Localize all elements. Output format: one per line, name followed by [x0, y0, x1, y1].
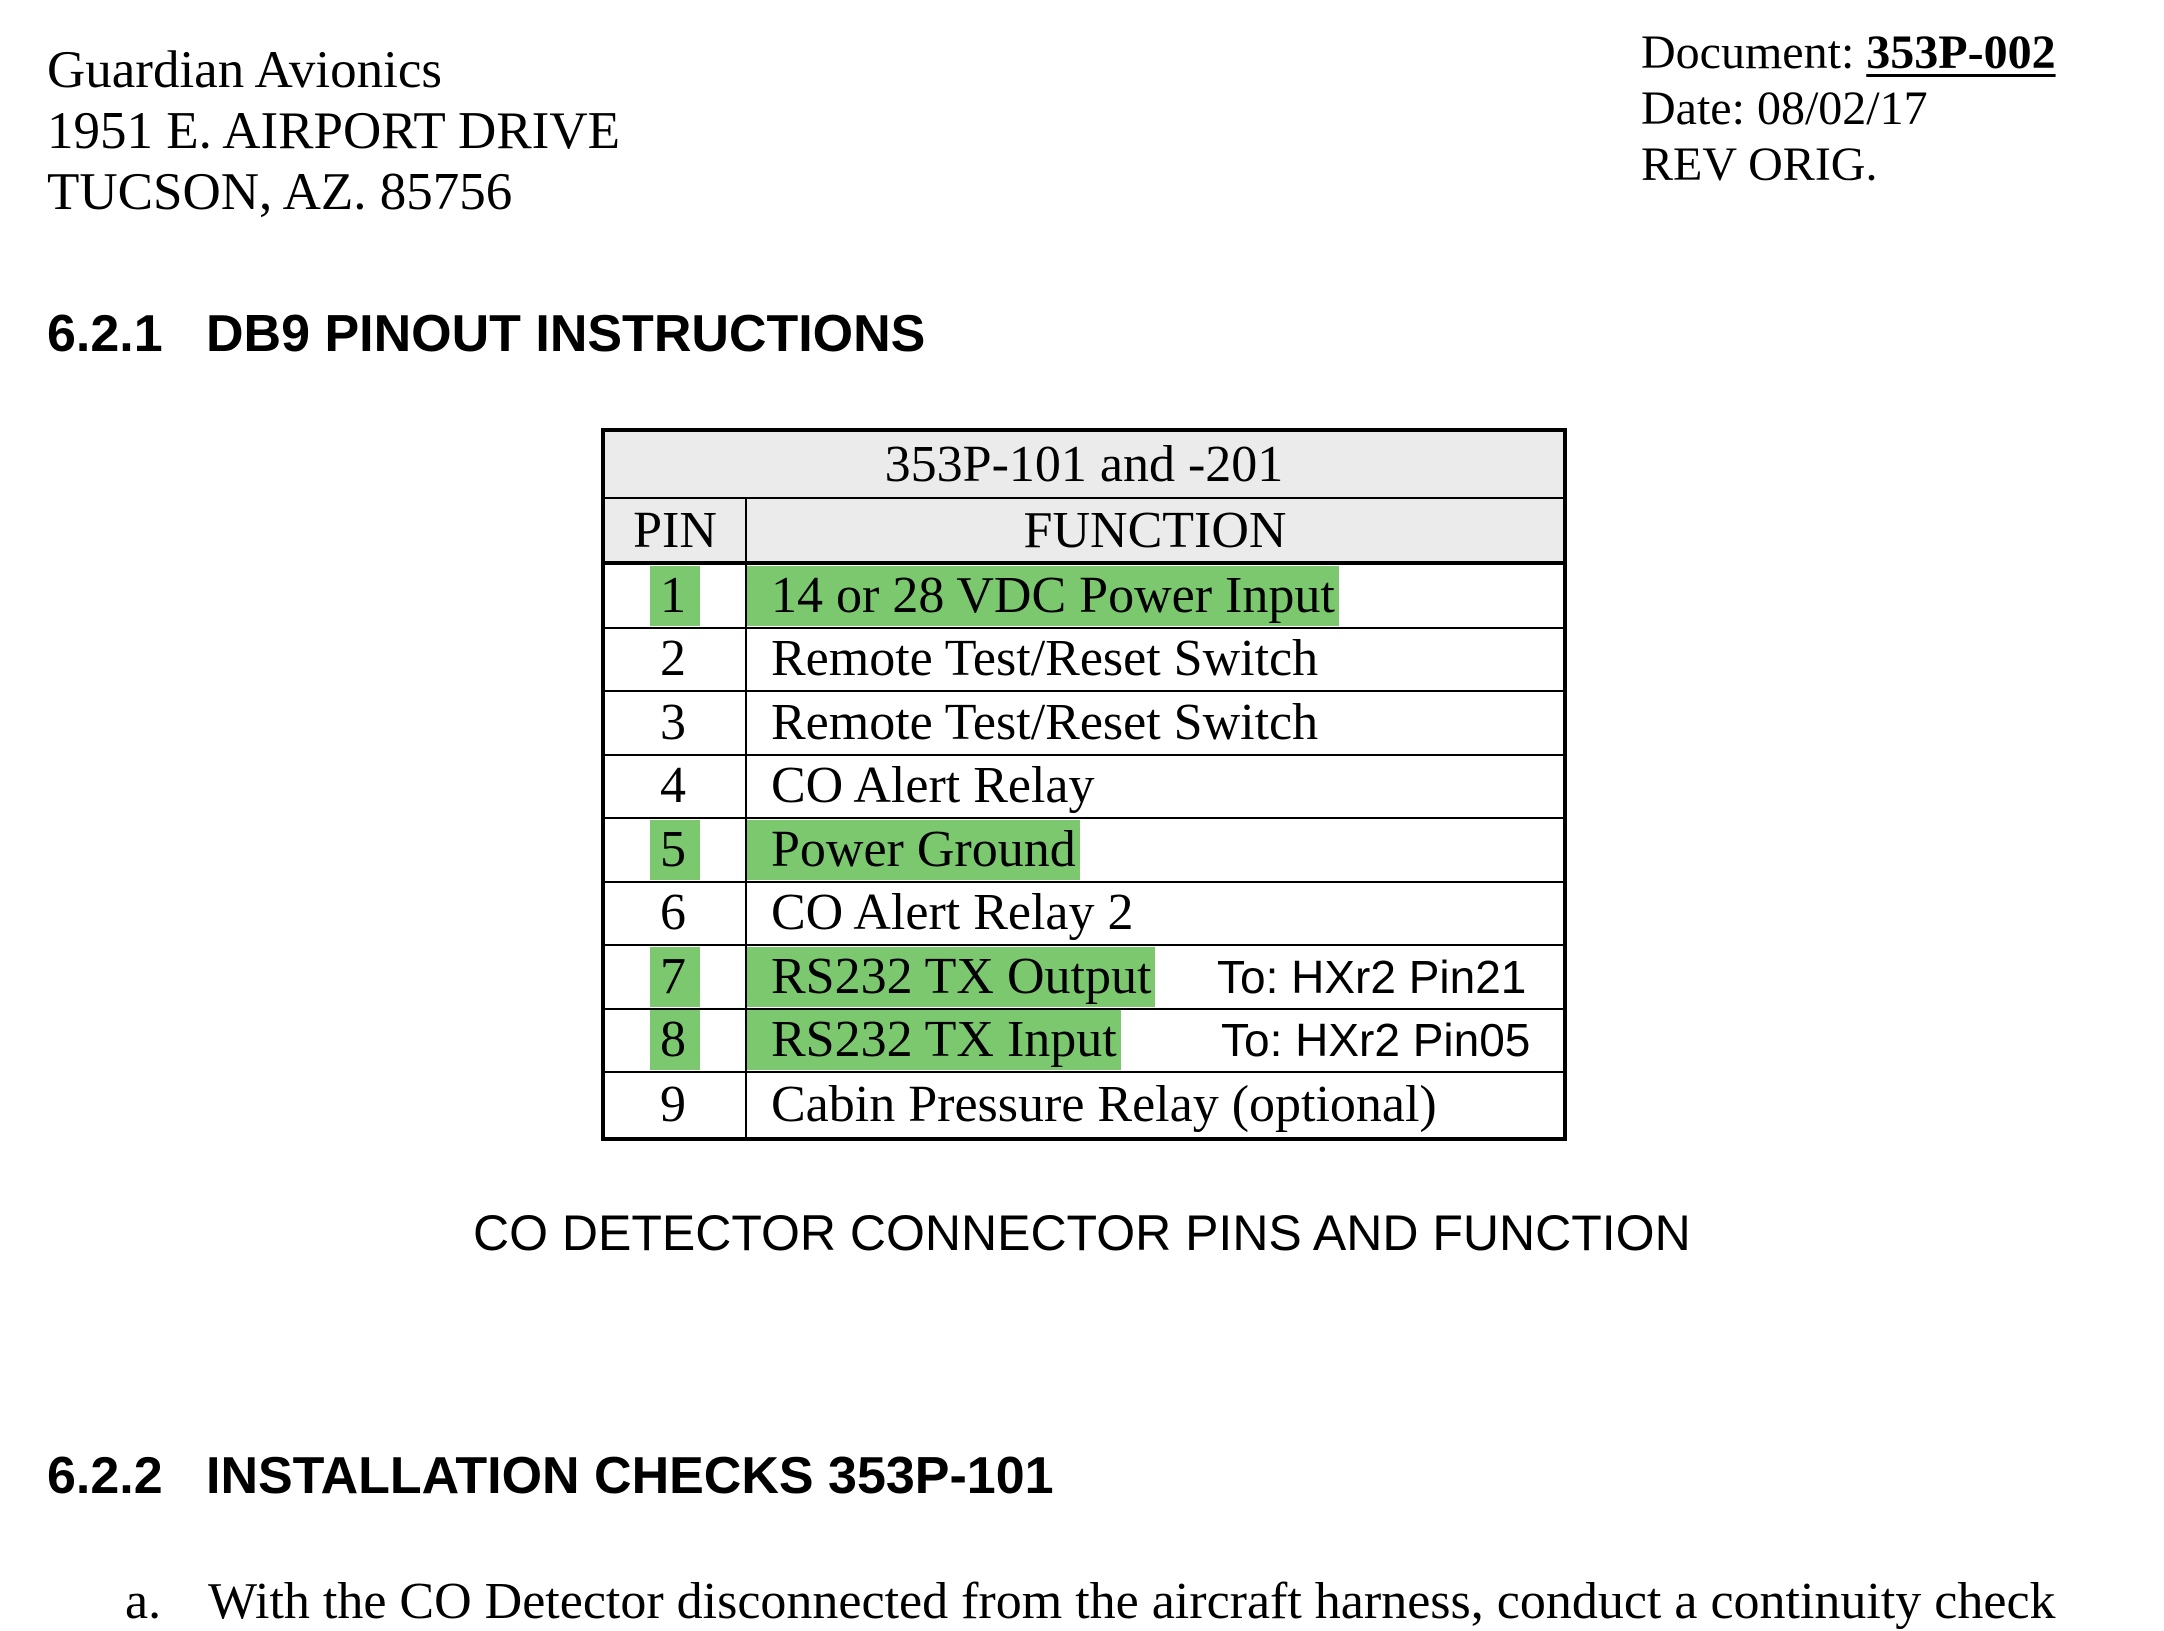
pin-number: 3: [660, 693, 686, 751]
header-pin-cell: [605, 499, 747, 561]
pin-number: 1: [650, 566, 700, 626]
section-number: 6.2.2: [47, 1447, 163, 1505]
table-row: [605, 1073, 1563, 1137]
document-info: [1641, 25, 2056, 193]
function-cell: [747, 946, 1563, 1008]
section-title: INSTALLATION CHECKS 353P-101: [206, 1447, 1054, 1505]
table-title-row: [605, 432, 1563, 499]
pin-function: Cabin Pressure Relay (optional): [771, 1075, 1437, 1133]
pin-number: 4: [660, 757, 686, 815]
table-header-row: [605, 499, 1563, 565]
pin-cell: [605, 819, 747, 881]
list-item-text: With the CO Detector disconnected from the aircraft harness, conduct a continuity check: [208, 1573, 2056, 1630]
pin-cell: [605, 629, 747, 691]
table-caption: CO DETECTOR CONNECTOR PINS AND FUNCTION: [473, 1205, 1691, 1261]
table-row: [605, 946, 1563, 1010]
pin-number: 7: [650, 947, 700, 1007]
pin-cell: [605, 692, 747, 754]
pin-cell: [605, 946, 747, 1008]
pin-number: 2: [660, 630, 686, 688]
section-heading-6-2-1: [47, 304, 925, 364]
address-city: TUCSON, AZ. 85756: [47, 163, 513, 221]
document-date: Date: 08/02/17: [1641, 82, 1928, 135]
document-revision: REV ORIG.: [1641, 138, 1878, 191]
pinout-table: [601, 428, 1567, 1141]
pin-number: 8: [650, 1010, 700, 1070]
table-row: [605, 756, 1563, 820]
function-cell: [747, 756, 1563, 818]
function-cell: [747, 692, 1563, 754]
column-header-function: FUNCTION: [1023, 501, 1287, 559]
document-number: 353P-002: [1866, 26, 2056, 79]
function-cell: [747, 819, 1563, 881]
pin-function: RS232 TX Output: [747, 947, 1155, 1007]
table-row: [605, 565, 1563, 629]
table-row: [605, 883, 1563, 947]
pin-cell: [605, 756, 747, 818]
table-row: [605, 692, 1563, 756]
header-function-cell: [747, 499, 1563, 561]
pin-note: To: HXr2 Pin21: [1217, 950, 1527, 1003]
pin-function: 14 or 28 VDC Power Input: [747, 566, 1339, 626]
pin-function: CO Alert Relay: [771, 757, 1095, 815]
pin-function: RS232 TX Input: [747, 1010, 1121, 1070]
pin-function: Power Ground: [747, 820, 1080, 880]
column-header-pin: PIN: [633, 501, 717, 559]
function-cell: [747, 565, 1563, 627]
pin-function: Remote Test/Reset Switch: [771, 693, 1319, 751]
document-label: Document:: [1641, 26, 1867, 79]
pin-note: To: HXr2 Pin05: [1221, 1014, 1531, 1067]
pin-cell: [605, 1010, 747, 1072]
list-marker: a.: [125, 1573, 162, 1630]
pin-number: 9: [660, 1075, 686, 1133]
pin-number: 5: [650, 820, 700, 880]
pin-cell: [605, 565, 747, 627]
function-cell: [747, 883, 1563, 945]
document-line: [1641, 25, 2056, 81]
pin-cell: [605, 883, 747, 945]
table-row: [605, 819, 1563, 883]
company-name: Guardian Avionics: [47, 41, 442, 99]
pin-cell: [605, 1073, 747, 1137]
function-cell: [747, 1010, 1563, 1072]
function-cell: [747, 1073, 1563, 1137]
address-street: 1951 E. AIRPORT DRIVE: [47, 102, 620, 160]
list-item: [125, 1572, 2056, 1631]
section-number: 6.2.1: [47, 305, 163, 363]
section-heading-6-2-2: [47, 1446, 1054, 1506]
pin-function: Remote Test/Reset Switch: [771, 630, 1319, 688]
table-row: [605, 1010, 1563, 1074]
pin-number: 6: [660, 884, 686, 942]
function-cell: [747, 629, 1563, 691]
table-title: 353P-101 and -201: [884, 436, 1284, 493]
table-row: [605, 629, 1563, 693]
section-title: DB9 PINOUT INSTRUCTIONS: [206, 305, 926, 363]
company-address: [47, 40, 620, 223]
pin-function: CO Alert Relay 2: [771, 884, 1134, 942]
